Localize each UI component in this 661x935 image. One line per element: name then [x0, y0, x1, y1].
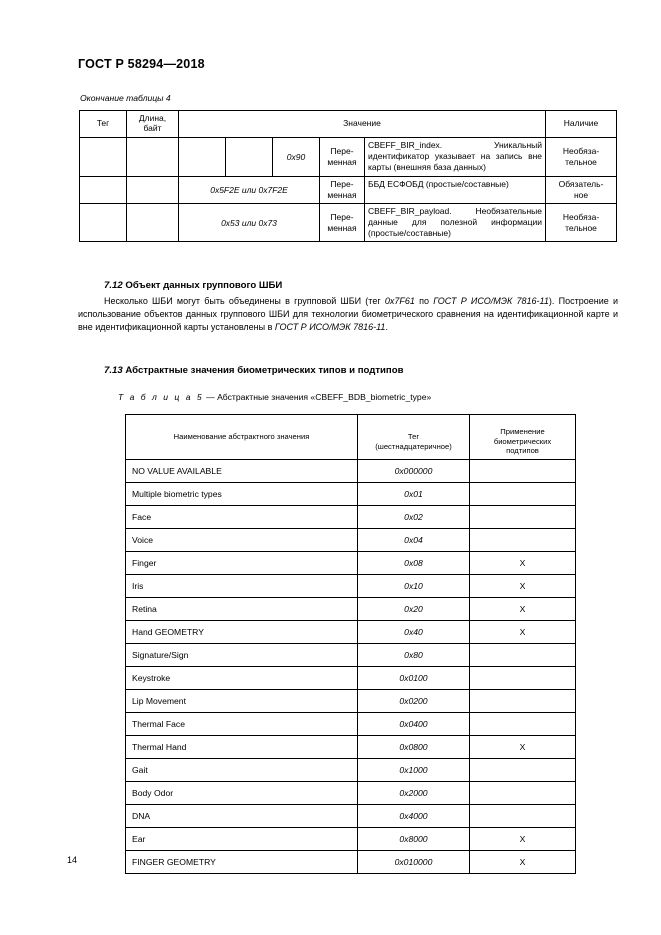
cell-tag-hex: 0x010000 — [358, 850, 470, 873]
heading-7-12-number: 7.12 — [104, 280, 123, 291]
table-row — [126, 459, 576, 482]
cell-tag-empty — [80, 176, 127, 203]
cell-value-name: Hand GEOMETRY — [126, 620, 358, 643]
cell-subtype-use — [470, 643, 576, 666]
cell-tag-hex: 0x10 — [358, 574, 470, 597]
table-row — [126, 689, 576, 712]
cell-subtype-use — [470, 666, 576, 689]
cell-tag-hex: 0x8000 — [358, 827, 470, 850]
cell-tag-hex: 0x0400 — [358, 712, 470, 735]
cell-subtype-use — [470, 459, 576, 482]
table-row — [126, 735, 576, 758]
table-row — [126, 643, 576, 666]
cell-tag-hex: 0x20 — [358, 597, 470, 620]
paragraph-span-1: 0x7F61 — [384, 296, 415, 306]
cell-subtype-use: X — [470, 620, 576, 643]
heading-7-13 — [104, 365, 403, 376]
standard-title: ГОСТ Р 58294—2018 — [78, 57, 205, 71]
cell-tag-hex: 0x1000 — [358, 758, 470, 781]
page-number: 14 — [67, 855, 78, 865]
table5-body — [126, 459, 576, 873]
table-row — [80, 203, 617, 242]
cell-subtype-use: X — [470, 551, 576, 574]
cell-subtype-use — [470, 804, 576, 827]
heading-7-13-title: Абстрактные значения биометрических типов и подтипов — [125, 365, 404, 376]
table-row — [126, 505, 576, 528]
cell-sub1-empty — [179, 138, 226, 177]
table-4-continuation — [79, 110, 617, 242]
cell-subtype-use: X — [470, 827, 576, 850]
cell-presence: Необяза- тельное — [546, 203, 617, 242]
paragraph-span-0: Несколько ШБИ могут быть объединены в групповой ШБИ (тег — [104, 296, 385, 306]
cell-tag-empty — [80, 138, 127, 177]
table5-caption-dash: — — [206, 392, 215, 402]
cell-subtype-use — [470, 528, 576, 551]
cell-tag-hex: 0x80 — [358, 643, 470, 666]
cell-value-name: Multiple biometric types — [126, 482, 358, 505]
table-row — [126, 758, 576, 781]
table-row — [80, 176, 617, 203]
cell-subtag: 0x53 или 0x73 — [179, 203, 320, 242]
cell-length-empty — [127, 138, 179, 177]
cell-value-name: FINGER GEOMETRY — [126, 850, 358, 873]
cell-value-name: Ear — [126, 827, 358, 850]
cell-subtype-use — [470, 505, 576, 528]
cell-subtag: 0x5F2E или 0x7F2E — [179, 176, 320, 203]
cell-tag-hex: 0x4000 — [358, 804, 470, 827]
cell-subtype-use — [470, 482, 576, 505]
paragraph-span-4: ). Построение и использование объектов данных группового ШБИ для технологии биометрического сравнения на идентификационной карте и вне идентификационной карты установлены в — [78, 296, 618, 333]
cell-value-name: Face — [126, 505, 358, 528]
cell-value-name: Body Odor — [126, 781, 358, 804]
cell-subtype-use: X — [470, 735, 576, 758]
cell-length-empty — [127, 176, 179, 203]
cell-description: CBEFF_BIR_payload. Необязательные данные для полезной информации (простые/составные) — [365, 203, 546, 242]
paragraph-7-12 — [78, 295, 618, 334]
cell-subtype-use — [470, 712, 576, 735]
cell-tag-hex: 0x0800 — [358, 735, 470, 758]
table-row — [126, 666, 576, 689]
table5-caption-label: Т а б л и ц а 5 — [118, 392, 204, 402]
cell-subtype-use: X — [470, 850, 576, 873]
cell-tag-hex: 0x0200 — [358, 689, 470, 712]
th-tag: Тег — [80, 111, 127, 138]
cell-tag-hex: 0x2000 — [358, 781, 470, 804]
table-row — [126, 620, 576, 643]
paragraph-span-2: по — [414, 296, 434, 306]
paragraph-span-3: ГОСТ Р ИСО/МЭК 7816-11 — [433, 296, 549, 306]
table5-caption-text: Абстрактные значения «CBEFF_BDB_biometric_type» — [217, 392, 432, 402]
table4-caption: Окончание таблицы 4 — [80, 93, 171, 103]
cell-value-name: Signature/Sign — [126, 643, 358, 666]
cell-value-name: Gait — [126, 758, 358, 781]
paragraph-span-5: ГОСТ Р ИСО/МЭК 7816-11 — [274, 322, 386, 333]
cell-tag-hex: 0x000000 — [358, 459, 470, 482]
cell-tag-hex: 0x40 — [358, 620, 470, 643]
cell-value-name: Finger — [126, 551, 358, 574]
table-row — [126, 482, 576, 505]
table-row — [126, 781, 576, 804]
th-tag: Тег (шестнадцатеричное) — [358, 415, 470, 460]
cell-tag-hex: 0x04 — [358, 528, 470, 551]
cell-value-name: DNA — [126, 804, 358, 827]
table-5-abstract-values — [125, 414, 576, 874]
heading-7-13-number: 7.13 — [104, 365, 123, 376]
cell-value-name: Retina — [126, 597, 358, 620]
cell-subtype-use: X — [470, 597, 576, 620]
cell-tag-hex: 0x02 — [358, 505, 470, 528]
th-value: Значение — [179, 111, 546, 138]
table-row — [126, 551, 576, 574]
cell-subtype-use: X — [470, 574, 576, 597]
th-name: Наименование абстрактного значения — [126, 415, 358, 460]
th-length: Длина, байт — [127, 111, 179, 138]
cell-subtag: 0x90 — [273, 138, 320, 177]
cell-value-name: Thermal Hand — [126, 735, 358, 758]
table5-header-row — [126, 415, 576, 460]
cell-tag-hex: 0x0100 — [358, 666, 470, 689]
cell-presence: Необяза- тельное — [546, 138, 617, 177]
cell-value-name: Lip Movement — [126, 689, 358, 712]
cell-value-name: NO VALUE AVAILABLE — [126, 459, 358, 482]
table-row — [126, 528, 576, 551]
cell-value-name: Voice — [126, 528, 358, 551]
cell-value-name: Iris — [126, 574, 358, 597]
table4-header-row — [80, 111, 617, 138]
paragraph-span-6: . — [385, 322, 388, 333]
cell-subtype-use — [470, 689, 576, 712]
table-row — [126, 574, 576, 597]
table-row — [126, 850, 576, 873]
table5-caption — [118, 392, 431, 402]
table4-body — [80, 138, 617, 242]
th-subtype-use: Применение биометрических подтипов — [470, 415, 576, 460]
table-row — [126, 712, 576, 735]
cell-value-name: Thermal Face — [126, 712, 358, 735]
heading-7-12 — [104, 280, 282, 291]
cell-description: CBEFF_BIR_index. Уникальный идентификатор указывает на запись вне карты (внешняя база данных) — [365, 138, 546, 177]
heading-7-12-title: Объект данных группового ШБИ — [125, 280, 283, 291]
cell-description: ББД ЕСФОБД (простые/составные) — [365, 176, 546, 203]
table-row — [80, 138, 617, 177]
table-row — [126, 597, 576, 620]
cell-tag-empty — [80, 203, 127, 242]
table-row — [126, 827, 576, 850]
cell-subtype-use — [470, 758, 576, 781]
cell-sub2-empty — [226, 138, 273, 177]
cell-presence: Обязатель- ное — [546, 176, 617, 203]
th-presence: Наличие — [546, 111, 617, 138]
cell-tag-hex: 0x08 — [358, 551, 470, 574]
cell-length-text: Пере- менная — [320, 203, 365, 242]
cell-value-name: Keystroke — [126, 666, 358, 689]
cell-length-empty — [127, 203, 179, 242]
cell-tag-hex: 0x01 — [358, 482, 470, 505]
cell-length-text: Пере- менная — [320, 176, 365, 203]
table-row — [126, 804, 576, 827]
cell-length-text: Пере- менная — [320, 138, 365, 177]
cell-subtype-use — [470, 781, 576, 804]
